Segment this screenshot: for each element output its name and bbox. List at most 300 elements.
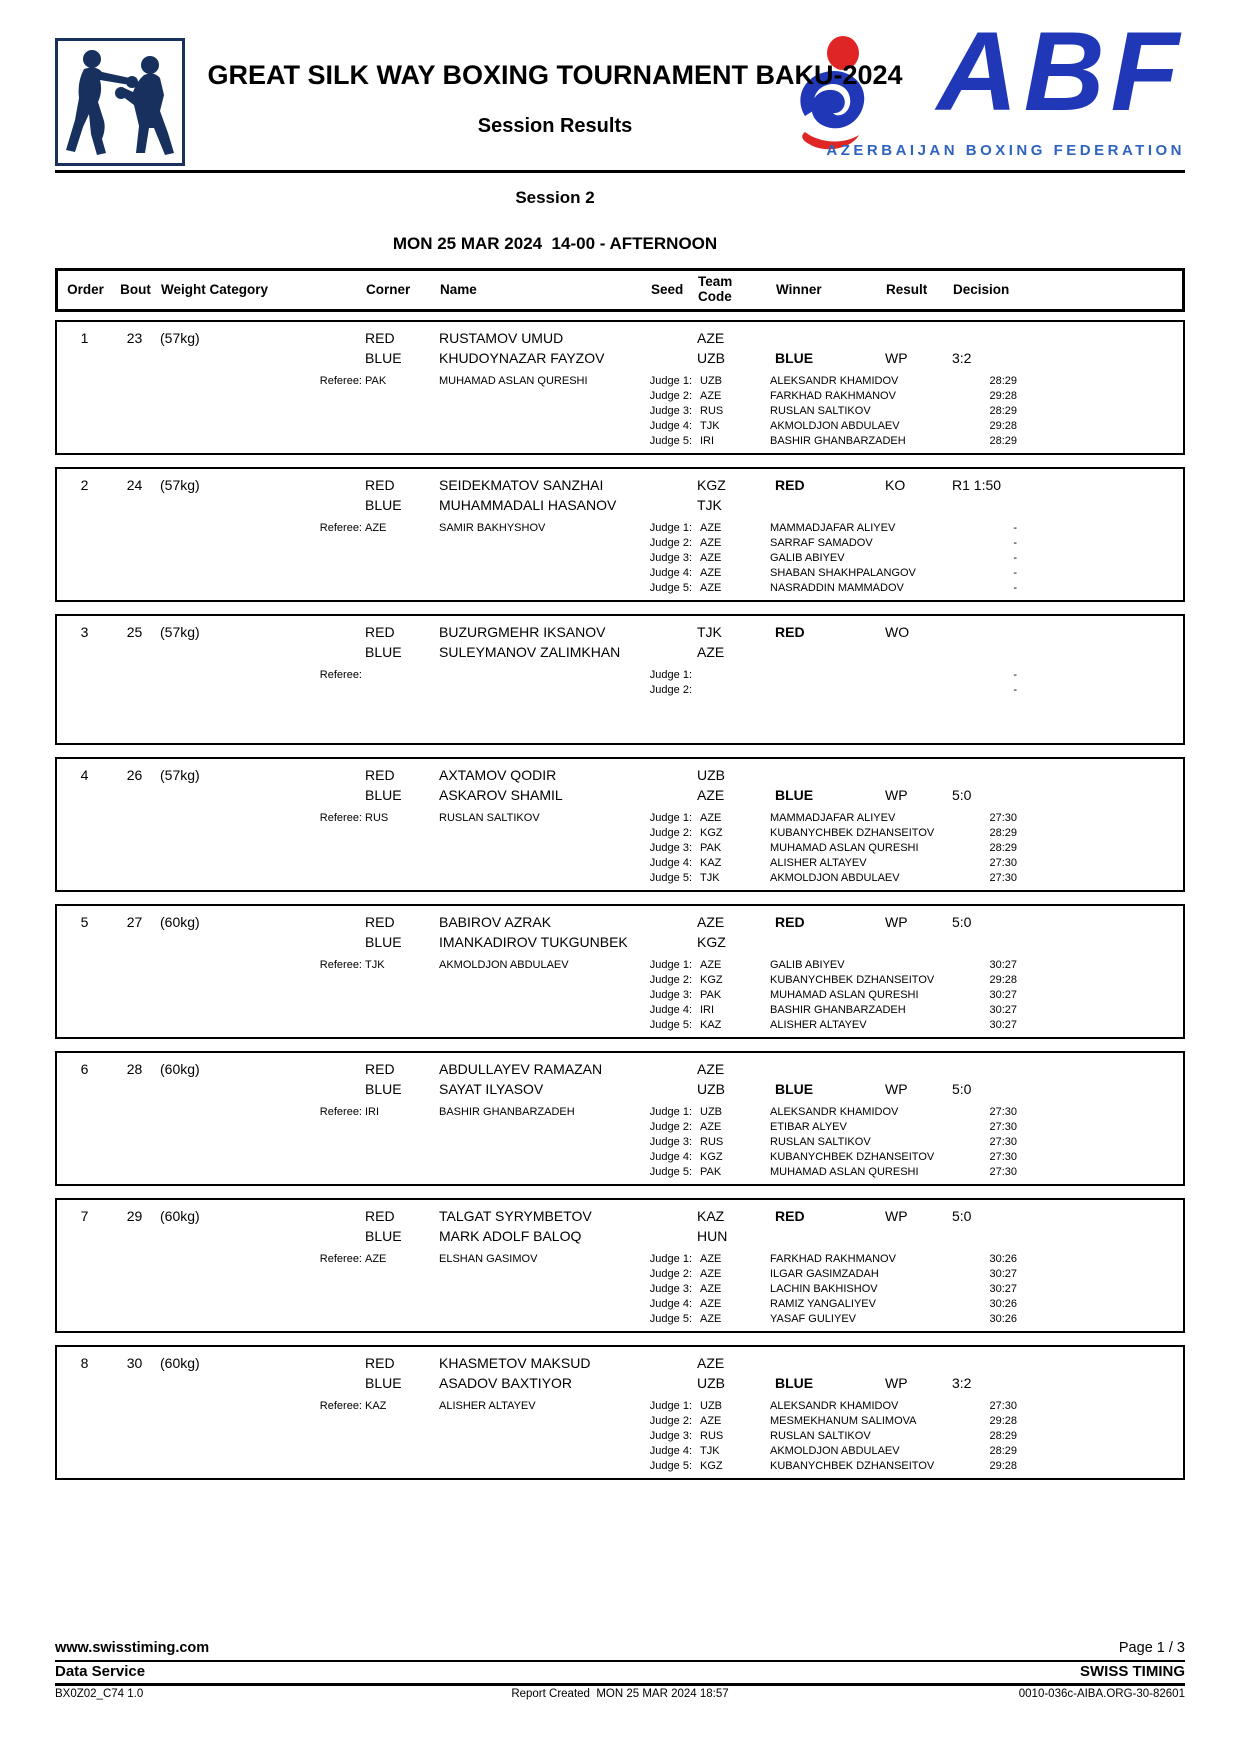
corner-red-label: RED	[365, 330, 395, 346]
judge-label: Judge 4:	[649, 1298, 692, 1310]
officials-row	[57, 1120, 1183, 1135]
corner-red-label: RED	[365, 1061, 395, 1077]
judge-country-code: KAZ	[700, 1019, 722, 1031]
seed-red	[650, 1353, 697, 1373]
bout-order: 7	[80, 1208, 89, 1224]
judge-score: 28:29	[989, 435, 1017, 447]
judge-label: Judge 5:	[649, 1166, 692, 1178]
bout-row-red	[57, 1353, 1183, 1373]
weight-category: (57kg)	[160, 767, 200, 783]
officials-rows	[57, 1399, 1183, 1474]
judge-name: BASHIR GHANBARZADEH	[770, 435, 906, 447]
judge-name: RUSLAN SALTIKOV	[770, 1430, 871, 1442]
corner-red-label: RED	[365, 477, 395, 493]
judge-label: Judge 1:	[649, 1106, 692, 1118]
referee-country-code	[362, 871, 439, 886]
referee-label	[57, 536, 362, 551]
judge-label: Judge 2:	[649, 1268, 692, 1280]
result-value	[885, 765, 952, 785]
referee-country-code	[362, 826, 439, 841]
seed-blue	[650, 1079, 697, 1099]
referee-name: MUHAMAD ASLAN QURESHI	[439, 375, 588, 387]
referee-name	[439, 856, 642, 871]
referee-country-code: PAK	[365, 375, 387, 387]
judge-label: Judge 2:	[649, 390, 692, 402]
boxer-name-red: SEIDEKMATOV SANZHAI	[439, 477, 604, 493]
corner-blue-label: BLUE	[365, 787, 402, 803]
officials-row	[57, 434, 1183, 449]
abf-federation-text: AZERBAIJAN BOXING FEDERATION	[826, 142, 1185, 159]
judge-score: 30:27	[989, 1283, 1017, 1295]
judge-score: 28:29	[989, 842, 1017, 854]
judge-label: Judge 3:	[649, 552, 692, 564]
officials-row	[57, 1429, 1183, 1444]
referee-name	[439, 581, 642, 596]
boxer-name-red: TALGAT SYRYMBETOV	[439, 1208, 592, 1224]
officials-row	[57, 1165, 1183, 1180]
judge-label: Judge 1:	[649, 522, 692, 534]
referee-country-code	[362, 536, 439, 551]
seed-red	[650, 622, 697, 642]
referee-label	[57, 1297, 362, 1312]
judge-label: Judge 4:	[649, 567, 692, 579]
judge-score: 27:30	[989, 1136, 1017, 1148]
officials-row	[57, 811, 1183, 826]
bout-order: 5	[80, 914, 89, 930]
judge-label: Judge 1:	[649, 375, 692, 387]
referee-name: RUSLAN SALTIKOV	[439, 812, 540, 824]
referee-name	[439, 1459, 642, 1474]
judge-country-code: TJK	[700, 872, 720, 884]
referee-label	[57, 581, 362, 596]
team-code-blue: AZE	[697, 644, 725, 660]
referee-name	[439, 389, 642, 404]
judge-score: -	[1013, 684, 1017, 696]
referee-name	[439, 841, 642, 856]
judge-name: MESMEKHANUM SALIMOVA	[770, 1415, 917, 1427]
team-code-red: TJK	[697, 624, 722, 640]
bout-row-blue	[57, 642, 1183, 662]
winner-value	[775, 1353, 885, 1373]
judge-score: 30:27	[989, 1268, 1017, 1280]
referee-name	[439, 1312, 642, 1327]
judge-country-code: KGZ	[700, 974, 723, 986]
referee-label	[57, 1282, 362, 1297]
team-code-red: KAZ	[697, 1208, 725, 1224]
referee-label: Referee:	[319, 959, 362, 971]
judge-label: Judge 1:	[649, 1253, 692, 1265]
judge-country-code: KAZ	[700, 857, 722, 869]
referee-country-code	[362, 1459, 439, 1474]
decision-value: R1 1:50	[952, 477, 1002, 493]
bout-order: 1	[80, 330, 89, 346]
referee-country-code	[362, 1414, 439, 1429]
referee-name	[439, 668, 642, 683]
officials-row	[57, 958, 1183, 973]
referee-label	[57, 988, 362, 1003]
bout-block	[55, 320, 1185, 455]
weight-category: (57kg)	[160, 330, 200, 346]
col-order: Order	[67, 281, 104, 297]
result-value: WP	[885, 914, 908, 930]
referee-label	[57, 1267, 362, 1282]
referee-label	[57, 1003, 362, 1018]
officials-row	[57, 1252, 1183, 1267]
bout-row-red	[57, 1059, 1183, 1079]
judge-country-code	[692, 668, 770, 683]
weight-category: (60kg)	[160, 914, 200, 930]
bout-block	[55, 467, 1185, 602]
judge-country-code: AZE	[700, 522, 722, 534]
judge-label: Judge 4:	[649, 1445, 692, 1457]
judge-name: ETIBAR ALYEV	[770, 1121, 847, 1133]
judge-name: GALIB ABIYEV	[770, 959, 845, 971]
boxer-name-red: ABDULLAYEV RAMAZAN	[439, 1061, 603, 1077]
officials-row	[57, 668, 1183, 683]
seed-red	[650, 475, 697, 495]
boxer-name-red: BUZURGMEHR IKSANOV	[439, 624, 606, 640]
bout-order: 4	[80, 767, 89, 783]
referee-name	[439, 973, 642, 988]
result-value: WO	[885, 624, 910, 640]
result-value: WP	[885, 1375, 908, 1391]
judge-name: FARKHAD RAKHMANOV	[770, 1253, 896, 1265]
judge-label: Judge 4:	[649, 1151, 692, 1163]
team-code-blue: UZB	[697, 350, 725, 366]
judge-name: AKMOLDJON ABDULAEV	[770, 420, 900, 432]
referee-name	[439, 1267, 642, 1282]
referee-country-code	[362, 1120, 439, 1135]
referee-country-code	[362, 419, 439, 434]
corner-blue-label: BLUE	[365, 644, 402, 660]
footer-swiss-timing: SWISS TIMING	[1080, 1663, 1185, 1680]
officials-row	[57, 1135, 1183, 1150]
referee-label	[57, 1312, 362, 1327]
officials-row	[57, 856, 1183, 871]
officials-row	[57, 1003, 1183, 1018]
bout-row-red	[57, 765, 1183, 785]
officials-rows	[57, 958, 1183, 1033]
referee-country-code	[362, 389, 439, 404]
officials-row	[57, 374, 1183, 389]
bout-row-blue	[57, 1079, 1183, 1099]
judge-label: Judge 2:	[649, 827, 692, 839]
bout-order: 6	[80, 1061, 89, 1077]
referee-country-code	[362, 1018, 439, 1033]
judge-label: Judge 5:	[649, 582, 692, 594]
judge-label: Judge 5:	[649, 1019, 692, 1031]
result-value: KO	[885, 477, 906, 493]
judge-name: BASHIR GHANBARZADEH	[770, 1004, 906, 1016]
referee-country-code	[362, 1003, 439, 1018]
judge-score: 28:29	[989, 405, 1017, 417]
judge-score: 30:27	[989, 1019, 1017, 1031]
officials-row	[57, 581, 1183, 596]
referee-name	[439, 871, 642, 886]
judge-country-code: AZE	[700, 959, 722, 971]
result-value: WP	[885, 350, 908, 366]
result-value	[885, 1059, 952, 1079]
judge-label: Judge 2:	[649, 1121, 692, 1133]
judge-score: 30:26	[989, 1298, 1017, 1310]
judge-label: Judge 1:	[649, 959, 692, 971]
officials-row	[57, 871, 1183, 886]
seed-blue	[650, 642, 697, 662]
referee-label	[57, 871, 362, 886]
judge-country-code: AZE	[700, 1313, 722, 1325]
footer-website: www.swisstiming.com	[55, 1640, 210, 1656]
bouts-container	[55, 320, 1185, 1480]
judge-country-code: IRI	[700, 1004, 715, 1016]
winner-value	[775, 932, 885, 952]
judge-name: MUHAMAD ASLAN QURESHI	[770, 1166, 919, 1178]
col-result: Result	[886, 281, 928, 297]
judge-score: 29:28	[989, 1415, 1017, 1427]
referee-country-code	[362, 856, 439, 871]
referee-country-code	[362, 434, 439, 449]
referee-name	[439, 1444, 642, 1459]
col-team-line1: Team	[698, 274, 733, 290]
team-code-red: AZE	[697, 1061, 725, 1077]
judge-score: 27:30	[989, 1151, 1017, 1163]
boxer-name-blue: IMANKADIROV TUKGUNBEK	[439, 934, 628, 950]
boxer-name-blue: MARK ADOLF BALOQ	[439, 1228, 582, 1244]
judge-country-code: AZE	[700, 390, 722, 402]
judge-country-code: IRI	[700, 435, 715, 447]
result-value: WP	[885, 1081, 908, 1097]
team-code-blue: KGZ	[697, 934, 726, 950]
judge-score: -	[1013, 522, 1017, 534]
referee-country-code	[362, 1282, 439, 1297]
referee-label	[57, 434, 362, 449]
corner-red-label: RED	[365, 1355, 395, 1371]
referee-country-code: AZE	[365, 1253, 387, 1265]
footer-ref-number: 0010-036c-AIBA.ORG-30-82601	[1018, 1688, 1185, 1700]
judge-name: ILGAR GASIMZADAH	[770, 1268, 879, 1280]
seed-red	[650, 765, 697, 785]
officials-row	[57, 566, 1183, 581]
judge-name	[770, 683, 945, 698]
judge-score: 30:27	[989, 989, 1017, 1001]
judge-name: NASRADDIN MAMMADOV	[770, 582, 904, 594]
session-datetime: MON 25 MAR 2024 14-00 - AFTERNOON	[392, 234, 718, 253]
referee-name	[439, 536, 642, 551]
judge-score: 28:29	[989, 1445, 1017, 1457]
seed-blue	[650, 495, 697, 515]
judge-score: -	[1013, 669, 1017, 681]
judge-score: 29:28	[989, 974, 1017, 986]
judge-label: Judge 2:	[649, 974, 692, 986]
referee-name	[439, 1414, 642, 1429]
team-code-red: AZE	[697, 330, 725, 346]
bout-number: 23	[126, 330, 143, 346]
referee-country-code	[362, 683, 439, 698]
seed-red	[650, 1059, 697, 1079]
judge-label: Judge 3:	[649, 1136, 692, 1148]
judge-score: 30:27	[989, 959, 1017, 971]
referee-name	[439, 551, 642, 566]
referee-label	[57, 1459, 362, 1474]
judge-label: Judge 4:	[649, 857, 692, 869]
boxer-name-blue: MUHAMMADALI HASANOV	[439, 497, 617, 513]
judge-country-code	[692, 683, 770, 698]
judge-label: Judge 4:	[649, 420, 692, 432]
bout-row-red	[57, 622, 1183, 642]
referee-country-code	[362, 1135, 439, 1150]
judge-name: KUBANYCHBEK DZHANSEITOV	[770, 1151, 935, 1163]
weight-category: (60kg)	[160, 1061, 200, 1077]
judge-name: AKMOLDJON ABDULAEV	[770, 872, 900, 884]
officials-row	[57, 404, 1183, 419]
winner-value	[775, 328, 885, 348]
bout-order: 3	[80, 624, 89, 640]
officials-row	[57, 973, 1183, 988]
referee-name: ALISHER ALTAYEV	[439, 1400, 536, 1412]
footer-report-created: Report Created MON 25 MAR 2024 18:57	[511, 1688, 729, 1700]
team-code-blue: TJK	[697, 497, 722, 513]
judge-label: Judge 3:	[649, 405, 692, 417]
judge-country-code: UZB	[700, 1400, 722, 1412]
bout-number: 27	[126, 914, 143, 930]
judge-country-code: TJK	[700, 420, 720, 432]
officials-row	[57, 1399, 1183, 1414]
seed-blue	[650, 348, 697, 368]
judge-country-code: AZE	[700, 1253, 722, 1265]
bout-number: 26	[126, 767, 143, 783]
decision-value: 5:0	[952, 1208, 972, 1224]
judge-score: 27:30	[989, 1106, 1017, 1118]
judge-name	[770, 668, 945, 683]
judge-name: GALIB ABIYEV	[770, 552, 845, 564]
corner-blue-label: BLUE	[365, 497, 402, 513]
officials-row	[57, 1267, 1183, 1282]
referee-label	[57, 683, 362, 698]
referee-name	[439, 1297, 642, 1312]
judge-label: Judge 1:	[649, 812, 692, 824]
referee-name: BASHIR GHANBARZADEH	[439, 1106, 575, 1118]
judge-country-code: AZE	[700, 1415, 722, 1427]
team-code-blue: HUN	[697, 1228, 728, 1244]
judge-country-code: RUS	[700, 1136, 724, 1148]
referee-label: Referee:	[319, 669, 362, 681]
referee-country-code	[362, 841, 439, 856]
judge-name: ALISHER ALTAYEV	[770, 857, 867, 869]
col-seed: Seed	[651, 281, 684, 297]
bout-block	[55, 757, 1185, 892]
officials-row	[57, 1312, 1183, 1327]
result-value	[885, 1353, 952, 1373]
boxer-name-blue: ASKAROV SHAMIL	[439, 787, 563, 803]
result-value	[885, 1226, 952, 1246]
judge-score: 29:28	[989, 1460, 1017, 1472]
bout-row-red	[57, 475, 1183, 495]
abf-letters: ABF	[936, 9, 1185, 134]
judge-label: Judge 2:	[649, 684, 692, 696]
winner-value	[775, 495, 885, 515]
judge-country-code: PAK	[700, 989, 722, 1001]
referee-label	[57, 1414, 362, 1429]
judge-country-code: KGZ	[700, 1460, 723, 1472]
officials-row	[57, 988, 1183, 1003]
judge-name: KUBANYCHBEK DZHANSEITOV	[770, 827, 935, 839]
judge-name: RUSLAN SALTIKOV	[770, 405, 871, 417]
judge-name: KUBANYCHBEK DZHANSEITOV	[770, 1460, 935, 1472]
bout-number: 29	[126, 1208, 143, 1224]
corner-blue-label: BLUE	[365, 1081, 402, 1097]
judge-name: SARRAF SAMADOV	[770, 537, 873, 549]
officials-row	[57, 683, 1183, 698]
officials-row	[57, 1414, 1183, 1429]
decision-value	[952, 932, 1183, 952]
decision-value	[952, 1353, 1183, 1373]
referee-label	[57, 1018, 362, 1033]
corner-blue-label: BLUE	[365, 1228, 402, 1244]
team-code-red: KGZ	[697, 477, 726, 493]
bout-number: 25	[126, 624, 143, 640]
boxer-name-red: AXTAMOV QODIR	[439, 767, 557, 783]
seed-red	[650, 328, 697, 348]
referee-label	[57, 1150, 362, 1165]
referee-name: AKMOLDJON ABDULAEV	[439, 959, 569, 971]
page-footer	[55, 1640, 1185, 1700]
judge-name: MUHAMAD ASLAN QURESHI	[770, 989, 919, 1001]
officials-row	[57, 1018, 1183, 1033]
referee-label	[57, 1444, 362, 1459]
judge-score: 27:30	[989, 1166, 1017, 1178]
referee-label	[57, 1165, 362, 1180]
footer-page-number: Page 1 / 3	[1118, 1640, 1185, 1656]
team-code-red: AZE	[697, 914, 725, 930]
judge-country-code: RUS	[700, 405, 724, 417]
seed-blue	[650, 1373, 697, 1393]
judge-country-code: PAK	[700, 1166, 722, 1178]
officials-row	[57, 521, 1183, 536]
referee-label	[57, 841, 362, 856]
bout-row-red	[57, 328, 1183, 348]
decision-value	[952, 328, 1183, 348]
decision-value	[952, 1226, 1183, 1246]
officials-row	[57, 1105, 1183, 1120]
bout-row-blue	[57, 348, 1183, 368]
decision-value: 3:2	[952, 1375, 972, 1391]
decision-value	[952, 765, 1183, 785]
referee-country-code: KAZ	[365, 1400, 387, 1412]
officials-rows	[57, 374, 1183, 449]
judge-country-code: AZE	[700, 582, 722, 594]
corner-red-label: RED	[365, 767, 395, 783]
table-header-row	[55, 268, 1185, 312]
col-name: Name	[440, 281, 477, 297]
team-code-blue: UZB	[697, 1081, 725, 1097]
bout-number: 24	[126, 477, 143, 493]
referee-name	[439, 683, 642, 698]
corner-red-label: RED	[365, 914, 395, 930]
referee-label: Referee:	[319, 1253, 362, 1265]
corner-red-label: RED	[365, 624, 395, 640]
officials-row	[57, 389, 1183, 404]
corner-blue-label: BLUE	[365, 934, 402, 950]
judge-name: YASAF GULIYEV	[770, 1313, 856, 1325]
referee-name	[439, 1282, 642, 1297]
winner-value: BLUE	[775, 1375, 814, 1391]
bout-order: 8	[80, 1355, 89, 1371]
judge-label: Judge 5:	[649, 872, 692, 884]
judge-country-code: PAK	[700, 842, 722, 854]
judge-score: 27:30	[989, 1400, 1017, 1412]
result-value	[885, 642, 952, 662]
corner-red-label: RED	[365, 1208, 395, 1224]
referee-country-code	[362, 581, 439, 596]
